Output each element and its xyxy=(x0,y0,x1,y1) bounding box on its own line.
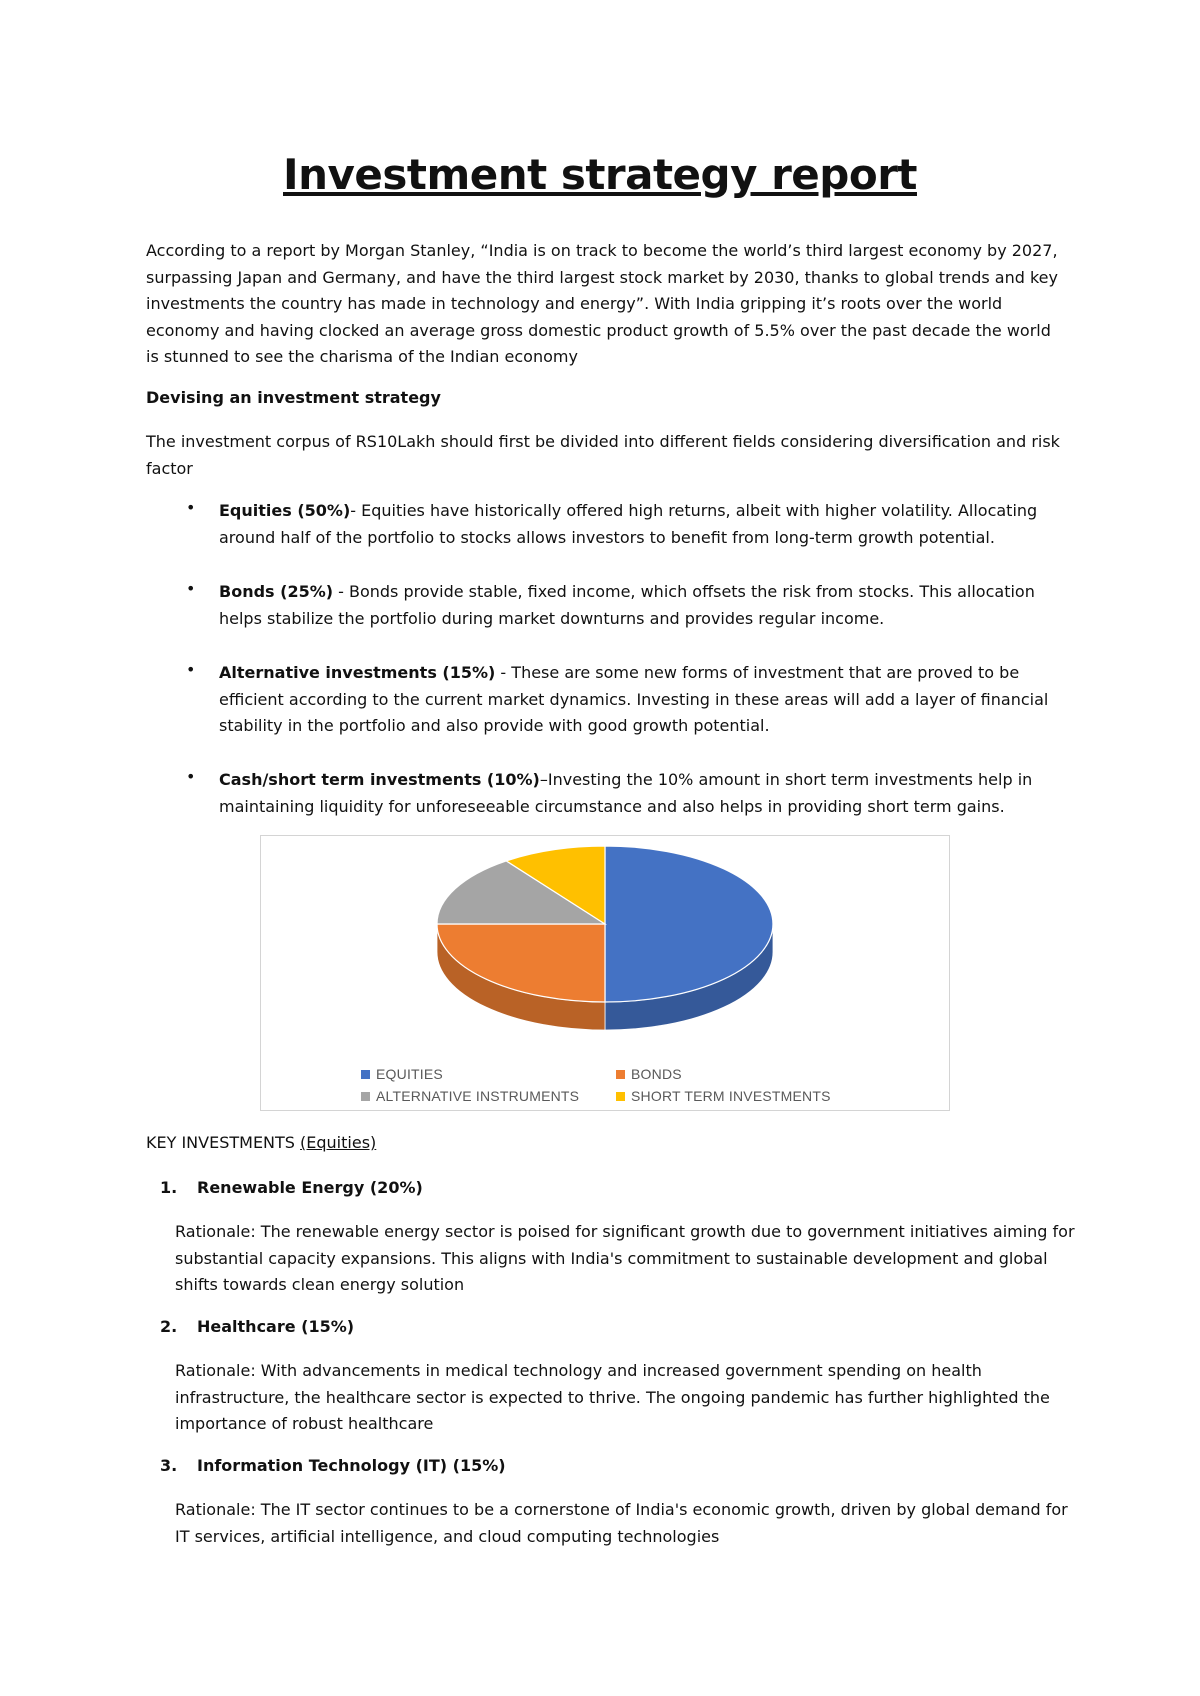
allocation-label: Cash/short term investments (10%) xyxy=(219,770,540,789)
allocation-chart xyxy=(260,835,950,1111)
allocation-text: - Bonds provide stable, fixed income, which offsets the risk from stocks. This allocation helps stabilize the portfolio during market downturns and provides regular income. xyxy=(219,582,1035,628)
bullet-icon: • xyxy=(186,767,196,786)
legend-item-alternative: ALTERNATIVE INSTRUMENTS xyxy=(361,1088,579,1104)
investment-title: Information Technology (IT) (15%) xyxy=(197,1456,506,1475)
legend-swatch xyxy=(361,1092,370,1101)
legend-item-equities: EQUITIES xyxy=(361,1066,443,1082)
allocation-text: - Equities have historically offered high returns, albeit with higher volatility. Allocating around half of the portfolio to stocks allows investors to benefit from long-term growth potential. xyxy=(219,501,1038,547)
legend-item-bonds: BONDS xyxy=(616,1066,682,1082)
legend-swatch xyxy=(616,1092,625,1101)
bullet-icon: • xyxy=(186,579,196,598)
legend-swatch xyxy=(361,1070,370,1079)
page-title: Investment strategy report xyxy=(283,150,917,199)
investment-rationale: Rationale: The renewable energy sector is poised for significant growth due to government initiatives aiming for substantial capacity expansions. This aligns with India's commitment to sustainable development and global shifts towards clean energy solution xyxy=(175,1222,1075,1294)
item-number: 3. xyxy=(160,1456,178,1475)
allocation-item xyxy=(219,660,1069,740)
intro-paragraph: According to a report by Morgan Stanley, “India is on track to become the world’s third largest economy by 2027, surpassing Japan and Germany, and have the third largest stock market by 2030, thanks to global trends and key investments the country has made in technology and energy”. With India gripping it’s roots over the world economy and having clocked an average gross domestic product growth of 5.5% over the past decade the world is stunned to see the charisma of the Indian economy xyxy=(146,241,1058,366)
item-number: 1. xyxy=(160,1178,178,1197)
allocation-item xyxy=(219,767,1069,820)
investment-rationale: Rationale: The IT sector continues to be a cornerstone of India's economic growth, driven by global demand for IT services, artificial intelligence, and cloud computing technologies xyxy=(175,1500,1068,1546)
allocation-label: Bonds (25%) xyxy=(219,582,334,601)
equities-link[interactable]: (Equities) xyxy=(300,1133,377,1152)
item-number: 2. xyxy=(160,1317,178,1336)
bullet-icon: • xyxy=(186,498,196,517)
investment-title: Renewable Energy (20%) xyxy=(197,1178,423,1197)
allocation-label: Alternative investments (15%) xyxy=(219,663,496,682)
legend-swatch xyxy=(616,1070,625,1079)
allocation-text: –Investing the 10% amount in short term investments help in maintaining liquidity for unforeseeable circumstance and also helps in providing short term gains. xyxy=(219,770,1033,816)
investment-title: Healthcare (15%) xyxy=(197,1317,355,1336)
strategy-heading: Devising an investment strategy xyxy=(146,388,441,407)
key-investments-heading: KEY INVESTMENTS (Equities) xyxy=(146,1133,377,1152)
investment-rationale: Rationale: With advancements in medical technology and increased government spending on health infrastructure, the healthcare sector is expected to thrive. The ongoing pandemic has further highlighted the importance of robust healthcare xyxy=(175,1361,1050,1433)
legend-item-short-term: SHORT TERM INVESTMENTS xyxy=(616,1088,831,1104)
corpus-paragraph: The investment corpus of RS10Lakh should first be divided into different fields considering diversification and risk factor xyxy=(146,432,1060,478)
allocation-label: Equities (50%) xyxy=(219,501,351,520)
allocation-item xyxy=(219,579,1069,632)
bullet-icon: • xyxy=(186,660,196,679)
allocation-text: - These are some new forms of investment that are proved to be efficient according to the current market dynamics. Investing in these areas will add a layer of financial stability in the portfolio and also provide with good growth potential. xyxy=(219,663,1049,735)
allocation-item xyxy=(219,498,1069,551)
